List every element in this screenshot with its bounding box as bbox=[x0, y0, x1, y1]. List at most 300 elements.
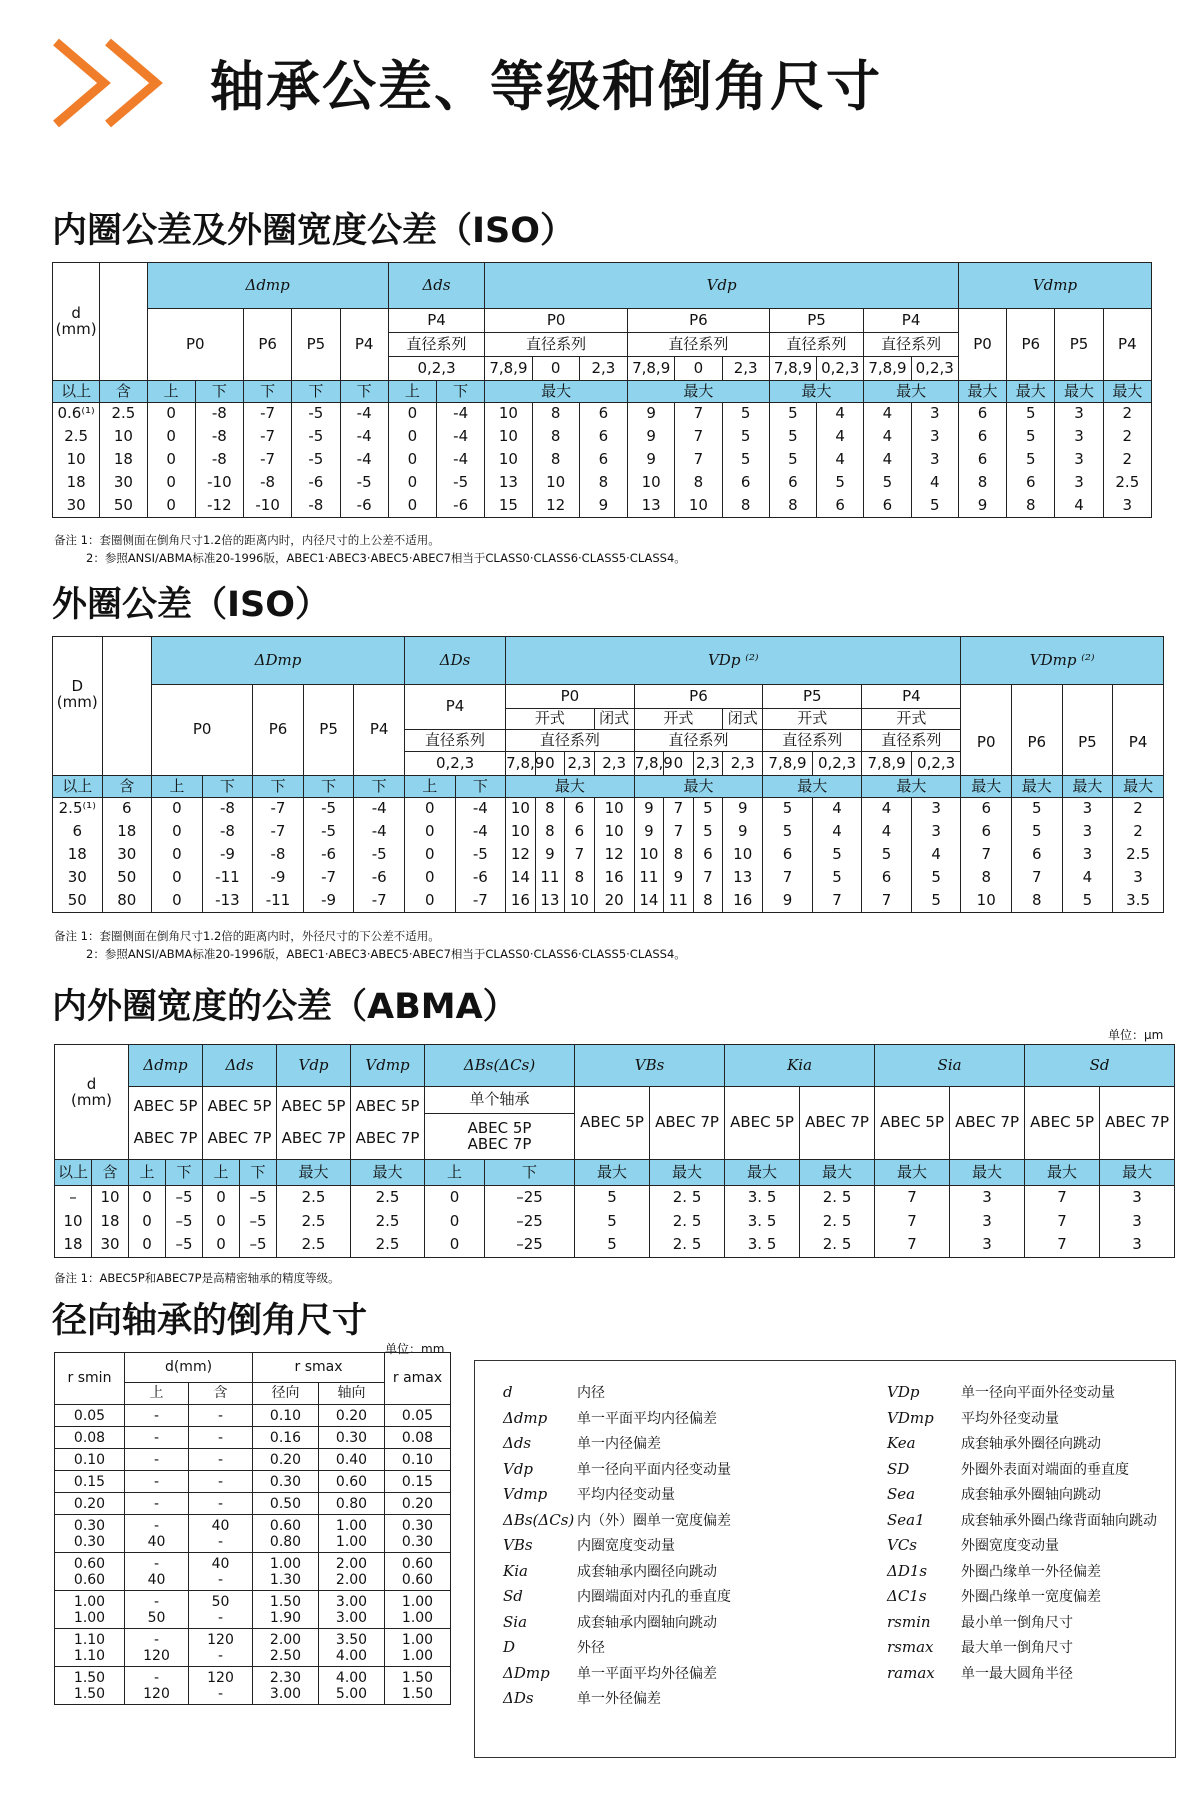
table-cell: 9 bbox=[958, 495, 1006, 518]
table-cell: -5 bbox=[292, 426, 340, 449]
legend-desc: 平均内径变动量 bbox=[577, 1487, 675, 1503]
table-cell: 10 bbox=[628, 472, 675, 495]
table-cell: 7 bbox=[875, 1210, 950, 1234]
table-cell: 5 bbox=[722, 426, 769, 449]
table-cell: 3.00 3.00 bbox=[319, 1591, 385, 1629]
table-cell: 1.00 1.00 bbox=[385, 1629, 451, 1667]
legend-item bbox=[887, 1434, 1101, 1453]
table-row bbox=[53, 798, 1164, 821]
table-cell: 5 bbox=[1007, 403, 1055, 426]
section-title-outer-ring: 外圈公差（ISO） bbox=[52, 585, 330, 625]
table-cell: 6 bbox=[958, 426, 1006, 449]
table-cell: 2. 5 bbox=[650, 1186, 725, 1210]
legend-symbol: Vdp bbox=[503, 1459, 534, 1478]
table-cell: 12 bbox=[506, 844, 536, 867]
table-cell: 4 bbox=[864, 426, 911, 449]
table-row bbox=[55, 1210, 1175, 1234]
legend-desc: 内圈端面对内孔的垂直度 bbox=[577, 1589, 731, 1605]
legend-item bbox=[887, 1613, 1073, 1632]
table-cell: – bbox=[55, 1186, 92, 1210]
table-cell: 10 bbox=[961, 890, 1012, 913]
table-cell: 18 bbox=[92, 1210, 129, 1234]
table-cell: 8 bbox=[532, 403, 579, 426]
table-cell: 9 bbox=[628, 449, 675, 472]
table-row bbox=[55, 1515, 451, 1553]
table-cell: 6 bbox=[722, 472, 769, 495]
table-cell: 3 bbox=[911, 403, 958, 426]
table-cell: –5 bbox=[240, 1186, 277, 1210]
table-cell: 2 bbox=[1113, 798, 1164, 821]
legend-desc: 单一内径偏差 bbox=[577, 1436, 661, 1452]
table-cell: 10 bbox=[723, 844, 763, 867]
table-cell: 4 bbox=[817, 426, 864, 449]
table-cell: 9 bbox=[763, 890, 813, 913]
table-cell: 0 bbox=[388, 449, 436, 472]
legend-item bbox=[503, 1383, 605, 1402]
table-cell: 0.30 bbox=[253, 1471, 319, 1493]
table-cell: 5 bbox=[722, 403, 769, 426]
table-cell: 10 bbox=[506, 798, 536, 821]
table-cell: 8 bbox=[535, 821, 565, 844]
table-cell: - bbox=[189, 1493, 253, 1515]
table-cell: 4 bbox=[862, 821, 912, 844]
table-cell: 0.30 0.30 bbox=[55, 1515, 125, 1553]
table-row bbox=[53, 495, 1152, 518]
table-cell: 6 bbox=[961, 798, 1012, 821]
table-cell: 10 bbox=[532, 472, 579, 495]
table-cell: 18 bbox=[100, 449, 147, 472]
table-cell: -8 bbox=[292, 495, 340, 518]
table-cell: 18 bbox=[53, 844, 103, 867]
legend-desc: 内圈宽度变动量 bbox=[577, 1538, 675, 1554]
table-cell: 10 bbox=[92, 1186, 129, 1210]
table-cell: 6 bbox=[1012, 844, 1063, 867]
table-cell: 2 bbox=[1113, 821, 1164, 844]
table-cell: -11 bbox=[253, 890, 304, 913]
table-cell: 7 bbox=[675, 449, 722, 472]
table-row bbox=[55, 1186, 1175, 1210]
table-cell: 0 bbox=[147, 472, 195, 495]
table-cell: 0.40 bbox=[319, 1449, 385, 1471]
table-cell: 7 bbox=[675, 426, 722, 449]
table-cell: -13 bbox=[202, 890, 253, 913]
table-cell: 0 bbox=[404, 844, 455, 867]
table-cell: -5 bbox=[354, 844, 405, 867]
table-cell: 3 bbox=[1055, 403, 1103, 426]
note-2: 2：参照ANSI/ABMA标准20-1996版，ABEC1·ABEC3·ABEC5·ABEC7相当于CLASS0·CLASS6·CLASS5·CLASS4。 bbox=[86, 551, 686, 565]
table-cell: 5 bbox=[817, 472, 864, 495]
legend-desc: 内（外）圈单一宽度偏差 bbox=[577, 1512, 731, 1529]
table-cell: 1.00 1.30 bbox=[253, 1553, 319, 1591]
table-cell: 11 bbox=[664, 890, 694, 913]
table-cell: 3 bbox=[950, 1234, 1025, 1258]
legend-desc: 成套轴承外圈径向跳动 bbox=[961, 1436, 1101, 1452]
unit-mm: 单位：mm bbox=[385, 1342, 445, 1356]
table-cell: 8 bbox=[693, 890, 723, 913]
table-cell: 120 - bbox=[189, 1629, 253, 1667]
legend-symbol: SD bbox=[887, 1459, 910, 1478]
table-cell: 6 bbox=[565, 798, 595, 821]
table-cell: -7 bbox=[253, 821, 304, 844]
table-cell: -4 bbox=[340, 426, 388, 449]
table-cell: 0.50 bbox=[253, 1493, 319, 1515]
table-cell: 5 bbox=[812, 844, 862, 867]
legend-item bbox=[887, 1383, 1115, 1402]
table-cell: 4 bbox=[911, 844, 961, 867]
table-cell: 0.10 bbox=[253, 1405, 319, 1427]
table-cell: 0 bbox=[147, 495, 195, 518]
table-cell: 2. 5 bbox=[650, 1210, 725, 1234]
table-cell: 3 bbox=[1100, 1210, 1175, 1234]
table-cell: 5 bbox=[769, 403, 816, 426]
table-cell: 7 bbox=[862, 890, 912, 913]
table-cell: 12 bbox=[594, 844, 634, 867]
vdmp-header: Vdmp bbox=[958, 263, 1151, 309]
table-cell: 2.5 bbox=[1103, 472, 1151, 495]
table-cell: 0.15 bbox=[55, 1471, 125, 1493]
table-cell: 9 bbox=[723, 821, 763, 844]
table-cell: 3 bbox=[1113, 867, 1164, 890]
table-cell: 5 bbox=[763, 821, 813, 844]
table-cell: 8 bbox=[565, 867, 595, 890]
legend-symbol: VDmp bbox=[887, 1408, 934, 1427]
inner-ring-tolerance-table: d (mm) Δdmp Δds Vdp Vdmp P0 P6 P5 P4 P4 P0 P6 P5 P4 P0 P6 P5 P4 直径系列 直径系列 直径系列 直径系列 直径系列 0,2,3 7,8,9 0 2,3 7,8,9 0 2,3 7,8,9 0,2,3 7,8,9 0,2,3 以上 含 上 下 下 下 下 上 下 最大 最大 最大 最大 最大 最大 最大 最大 0.6⁽¹⁾ 2.5 0 -8 -7 -5 -4 0 -4 10 8 6 9 7 5 5 4 4 3 6 5 3 2 2.5 10 0 -8 -7 -5 -4 0 -4 10 8 6 9 7 5 5 4 4 3 6 5 3 2 10 18 0 -8 -7 -5 -4 0 -4 10 8 6 9 7 5 5 4 4 3 6 5 3 2 18 30 0 -10 -8 -6 -5 0 -5 13 10 8 10 8 6 6 5 5 4 8 6 3 2.5 30 50 0 -12 -10 -8 -6 0 -6 15 12 9 13 10 8 8 6 6 5 9 8 4 3 bbox=[52, 262, 1152, 518]
table-cell: 2 bbox=[1103, 403, 1151, 426]
table-cell: 0.80 bbox=[319, 1493, 385, 1515]
table-cell: - bbox=[189, 1449, 253, 1471]
table-cell: 3 bbox=[1055, 472, 1103, 495]
table-cell: –25 bbox=[485, 1186, 575, 1210]
legend-item bbox=[503, 1511, 731, 1530]
table-cell: 8 bbox=[722, 495, 769, 518]
legend-symbol: Sia bbox=[503, 1612, 528, 1631]
table-cell: 3 bbox=[1055, 449, 1103, 472]
table-cell: -9 bbox=[253, 867, 304, 890]
table-cell: 8 bbox=[535, 798, 565, 821]
table-cell: -4 bbox=[455, 821, 506, 844]
table-cell: - bbox=[189, 1405, 253, 1427]
table-row bbox=[53, 472, 1152, 495]
legend-desc: 成套轴承内圈轴向跳动 bbox=[577, 1614, 717, 1631]
legend-desc: 外圈凸缘单一外径偏差 bbox=[961, 1563, 1101, 1580]
table-row bbox=[55, 1449, 451, 1471]
legend-item bbox=[503, 1689, 661, 1708]
table-cell: 0 bbox=[152, 890, 203, 913]
table-cell: 5 bbox=[911, 867, 961, 890]
table-cell: 7 bbox=[1025, 1210, 1100, 1234]
table-cell: 0 bbox=[147, 403, 195, 426]
table-cell: 5 bbox=[1012, 821, 1063, 844]
table-cell: 9 bbox=[634, 798, 664, 821]
table-cell: 3. 5 bbox=[725, 1234, 800, 1258]
legend-item bbox=[503, 1536, 675, 1555]
page-title: 轴承公差、等级和倒角尺寸 bbox=[210, 55, 882, 118]
table-cell: 16 bbox=[506, 890, 536, 913]
d-header: d (mm) bbox=[53, 263, 100, 381]
table-cell: 5 bbox=[693, 821, 723, 844]
table-cell: 8 bbox=[675, 472, 722, 495]
table-cell: -8 bbox=[244, 472, 292, 495]
table-cell: -7 bbox=[244, 449, 292, 472]
table-cell: 0 bbox=[152, 798, 203, 821]
symbol-legend bbox=[474, 1360, 1176, 1758]
table-cell: 3 bbox=[1100, 1186, 1175, 1210]
table-cell: 5 bbox=[864, 472, 911, 495]
legend-symbol: d bbox=[503, 1383, 513, 1401]
table-cell: 7 bbox=[565, 844, 595, 867]
table-cell: 0 bbox=[404, 867, 455, 890]
table-cell: 8 bbox=[1007, 495, 1055, 518]
table-cell: 1.00 1.00 bbox=[319, 1515, 385, 1553]
chamfer-table: r smin d(mm) r smax r amax 上 含 径向 轴向 0.05 - - 0.10 0.20 0.05 0.08 - - 0.16 0.30 0.08 0.10 - - 0.20 0.40 0.10 0.15 - - 0.30 0.60 0.15 0.20 - - 0.50 0.80 0.20 0.30 0.30 - 40 40 - 0.60 0.80 1.00 1.00 0.30 0.30 0.60 0.60 - 40 40 - 1.00 1.30 2.00 2.00 0.60 0.60 1.00 1.00 - 50 50 - 1.50 1.90 3.00 3.00 1.00 1.00 1.10 1.10 - 120 120 - 2.00 2.50 3.50 4.00 1.00 1.00 1.50 1.50 - 120 120 - 2.30 3.00 4.00 5.00 1.50 1.50 bbox=[54, 1352, 451, 1705]
table-cell: 6 bbox=[693, 844, 723, 867]
table-cell: 0.15 bbox=[385, 1471, 451, 1493]
table-cell: 10 bbox=[594, 821, 634, 844]
table-cell: 0.08 bbox=[385, 1427, 451, 1449]
width-tolerance-table: d (mm) Δdmp Δds Vdp Vdmp ΔBs(ΔCs) VBs Kia Sia Sd ABEC 5P ABEC 7P ABEC 5P ABEC 7P ABEC 5P ABEC 7P ABEC 5P ABEC 7P 单个轴承 ABEC 5P ABEC 7P ABEC 5P ABEC 7P ABEC 5P ABEC 7P ABEC 5P ABEC 7P ABEC 5P ABEC 7P 以上 含 上 下 上 下 最大 最大 上 下 最大 最大 最大 最大 最大 最大 最大 最大 – 10 0 –5 0 –5 2.5 2.5 0 –25 5 2. 5 3. 5 2. 5 7 3 7 3 10 18 0 –5 0 –5 2.5 2.5 0 –25 5 2. 5 3. 5 2. 5 7 3 7 3 18 30 0 –5 0 –5 2.5 2.5 0 –25 5 2. 5 3. 5 2. 5 7 3 7 3 bbox=[54, 1044, 1175, 1258]
table-cell: 8 bbox=[769, 495, 816, 518]
table-cell: 2 bbox=[1103, 426, 1151, 449]
legend-symbol: ΔDmp bbox=[503, 1663, 550, 1682]
table-cell: 0 bbox=[147, 449, 195, 472]
table-cell: 10 bbox=[594, 798, 634, 821]
legend-item bbox=[503, 1664, 717, 1683]
table-cell: 5 bbox=[1062, 890, 1113, 913]
table-cell: 0.08 bbox=[55, 1427, 125, 1449]
table-cell: 2.5 bbox=[53, 426, 100, 449]
table-cell: 1.10 1.10 bbox=[55, 1629, 125, 1667]
table-cell: 2 bbox=[1103, 449, 1151, 472]
table-cell: -7 bbox=[455, 890, 506, 913]
table-cell: -8 bbox=[195, 449, 243, 472]
legend-item bbox=[887, 1536, 1059, 1555]
table-cell: 10 bbox=[506, 821, 536, 844]
table-cell: 0.60 0.80 bbox=[253, 1515, 319, 1553]
table-cell: 5 bbox=[911, 495, 958, 518]
table-cell: -11 bbox=[202, 867, 253, 890]
table-cell: -7 bbox=[244, 403, 292, 426]
table-cell: 7 bbox=[763, 867, 813, 890]
table-cell: 30 bbox=[100, 472, 147, 495]
legend-item bbox=[887, 1485, 1101, 1504]
table-cell: 6 bbox=[565, 821, 595, 844]
table-cell: 7 bbox=[675, 403, 722, 426]
table-cell: 13 bbox=[485, 472, 532, 495]
table-cell: 2. 5 bbox=[800, 1210, 875, 1234]
legend-symbol: Kea bbox=[887, 1434, 916, 1452]
table-cell: 0 bbox=[203, 1234, 240, 1258]
legend-item bbox=[503, 1460, 731, 1479]
legend-symbol: VDp bbox=[887, 1383, 920, 1401]
table-cell: -9 bbox=[303, 890, 354, 913]
table-cell: 0.60 bbox=[319, 1471, 385, 1493]
table-cell: 3 bbox=[1062, 798, 1113, 821]
table-cell: 13 bbox=[628, 495, 675, 518]
table-cell: 9 bbox=[535, 844, 565, 867]
table-cell: 7 bbox=[693, 867, 723, 890]
table-cell: 6 bbox=[817, 495, 864, 518]
table-cell: 0.05 bbox=[385, 1405, 451, 1427]
table-cell: 7 bbox=[1012, 867, 1063, 890]
table-cell: -4 bbox=[354, 798, 405, 821]
table-cell: 1.50 1.50 bbox=[55, 1667, 125, 1705]
table-cell: 10 bbox=[675, 495, 722, 518]
table-row bbox=[55, 1405, 451, 1427]
table-row bbox=[53, 890, 1164, 913]
table-cell: 5 bbox=[769, 426, 816, 449]
table-cell: 9 bbox=[628, 426, 675, 449]
table-cell: 5 bbox=[575, 1210, 650, 1234]
adm-header: Δdmp bbox=[147, 263, 388, 309]
table-cell: 0 bbox=[404, 821, 455, 844]
table-cell: - bbox=[125, 1471, 189, 1493]
table-cell: 5 bbox=[769, 449, 816, 472]
table-cell: 4 bbox=[1055, 495, 1103, 518]
table-cell: –5 bbox=[166, 1210, 203, 1234]
table-row bbox=[55, 1591, 451, 1629]
table-cell: 0 bbox=[388, 403, 436, 426]
table-cell: 3. 5 bbox=[725, 1210, 800, 1234]
table-cell: 7 bbox=[1025, 1186, 1100, 1210]
table-cell: 0.10 bbox=[385, 1449, 451, 1471]
table-cell: 8 bbox=[532, 449, 579, 472]
table-cell: 0.60 0.60 bbox=[385, 1553, 451, 1591]
table-cell: 8 bbox=[1012, 890, 1063, 913]
table-cell: 3.5 bbox=[1113, 890, 1164, 913]
table-cell: 0.30 0.30 bbox=[385, 1515, 451, 1553]
ads-header: Δds bbox=[388, 263, 485, 309]
legend-symbol: VBs bbox=[503, 1536, 533, 1554]
table-cell: 0.30 bbox=[319, 1427, 385, 1449]
table-cell: 1.50 1.90 bbox=[253, 1591, 319, 1629]
table-cell: 0 bbox=[203, 1210, 240, 1234]
table-cell: 6 bbox=[53, 821, 103, 844]
table-cell: 0 bbox=[425, 1234, 485, 1258]
table-cell: 8 bbox=[961, 867, 1012, 890]
table-cell: 2. 5 bbox=[650, 1234, 725, 1258]
table-cell: - bbox=[189, 1427, 253, 1449]
legend-symbol: Vdmp bbox=[503, 1485, 548, 1503]
table-cell: 0.10 bbox=[55, 1449, 125, 1471]
legend-desc: 外圈凸缘单一宽度偏差 bbox=[961, 1589, 1101, 1605]
table-cell: 10 bbox=[53, 449, 100, 472]
table-cell: -5 bbox=[292, 403, 340, 426]
table-row bbox=[53, 403, 1152, 426]
legend-symbol: ΔBs(ΔCs) bbox=[503, 1510, 575, 1529]
double-chevron-icon bbox=[52, 38, 182, 128]
table-cell: 3 bbox=[950, 1186, 1025, 1210]
table-cell: 5 bbox=[1007, 426, 1055, 449]
table-cell: 6 bbox=[958, 449, 1006, 472]
legend-symbol: D bbox=[503, 1638, 516, 1656]
table-cell: -7 bbox=[253, 798, 304, 821]
table-cell: 2.5⁽¹⁾ bbox=[53, 798, 103, 821]
table-cell: - bbox=[125, 1493, 189, 1515]
table-cell: 9 bbox=[664, 867, 694, 890]
legend-symbol: Sd bbox=[503, 1587, 523, 1605]
legend-symbol: ΔDs bbox=[503, 1689, 534, 1707]
table-cell: 5 bbox=[911, 890, 961, 913]
table-cell: -4 bbox=[455, 798, 506, 821]
table-cell: 18 bbox=[55, 1234, 92, 1258]
legend-symbol: rsmin bbox=[887, 1612, 931, 1631]
table-cell: 6 bbox=[579, 426, 627, 449]
legend-desc: 成套轴承外圈轴向跳动 bbox=[961, 1487, 1101, 1503]
table-cell: 4 bbox=[1062, 867, 1113, 890]
legend-desc: 成套轴承内圈径向跳动 bbox=[577, 1563, 717, 1580]
table-cell: - 120 bbox=[125, 1667, 189, 1705]
table-row bbox=[55, 1427, 451, 1449]
table-cell: 4 bbox=[817, 449, 864, 472]
table-cell: 30 bbox=[53, 867, 103, 890]
table-cell: 7 bbox=[875, 1234, 950, 1258]
table-cell: 4 bbox=[864, 449, 911, 472]
legend-item bbox=[887, 1409, 1059, 1428]
legend-symbol: Δds bbox=[503, 1434, 532, 1452]
table-cell: 0.16 bbox=[253, 1427, 319, 1449]
table-cell: 5 bbox=[575, 1186, 650, 1210]
legend-desc: 最小单一倒角尺寸 bbox=[961, 1614, 1073, 1631]
table-cell: 50 bbox=[102, 867, 152, 890]
table-cell: 4 bbox=[864, 403, 911, 426]
legend-desc: 单一平面平均内径偏差 bbox=[577, 1410, 717, 1427]
table-row bbox=[55, 1471, 451, 1493]
legend-item bbox=[503, 1587, 731, 1606]
table-cell: 11 bbox=[634, 867, 664, 890]
table-cell: 0.20 bbox=[385, 1493, 451, 1515]
table-cell: 2.5 bbox=[277, 1186, 351, 1210]
table-cell: 9 bbox=[634, 821, 664, 844]
table-cell: 2.5 bbox=[1113, 844, 1164, 867]
table-cell: 3. 5 bbox=[725, 1186, 800, 1210]
table-cell: 6 bbox=[102, 798, 152, 821]
table-cell: 120 - bbox=[189, 1667, 253, 1705]
table-cell: 11 bbox=[535, 867, 565, 890]
table-cell: 2.30 3.00 bbox=[253, 1667, 319, 1705]
table-cell: 0 bbox=[129, 1210, 166, 1234]
table-cell: 8 bbox=[664, 844, 694, 867]
table-cell: -6 bbox=[303, 844, 354, 867]
table-cell: -5 bbox=[303, 798, 354, 821]
table-cell: 1.00 1.00 bbox=[55, 1591, 125, 1629]
table-cell: 7 bbox=[875, 1186, 950, 1210]
legend-desc: 最大单一倒角尺寸 bbox=[961, 1640, 1073, 1656]
table-cell: 4 bbox=[817, 403, 864, 426]
table-cell: -9 bbox=[202, 844, 253, 867]
table-cell: 16 bbox=[723, 890, 763, 913]
table-cell: -6 bbox=[292, 472, 340, 495]
table-cell: -7 bbox=[244, 426, 292, 449]
table-cell: - bbox=[189, 1471, 253, 1493]
table-cell: 0 bbox=[388, 495, 436, 518]
table-cell: 6 bbox=[1007, 472, 1055, 495]
table-cell: 0.6⁽¹⁾ bbox=[53, 403, 100, 426]
table-cell: 30 bbox=[102, 844, 152, 867]
table-cell: 9 bbox=[723, 798, 763, 821]
table-cell: 0 bbox=[404, 890, 455, 913]
table-cell: 3 bbox=[911, 449, 958, 472]
table-cell: 30 bbox=[92, 1234, 129, 1258]
legend-symbol: rsmax bbox=[887, 1638, 934, 1656]
table-cell: 5 bbox=[722, 449, 769, 472]
table-cell: -4 bbox=[437, 449, 485, 472]
table-cell: 20 bbox=[594, 890, 634, 913]
table-cell: 3.50 4.00 bbox=[319, 1629, 385, 1667]
table-cell: 2.5 bbox=[351, 1234, 425, 1258]
table-cell: –5 bbox=[240, 1234, 277, 1258]
table-cell: 3 bbox=[1062, 821, 1113, 844]
table-cell: 0.20 bbox=[55, 1493, 125, 1515]
